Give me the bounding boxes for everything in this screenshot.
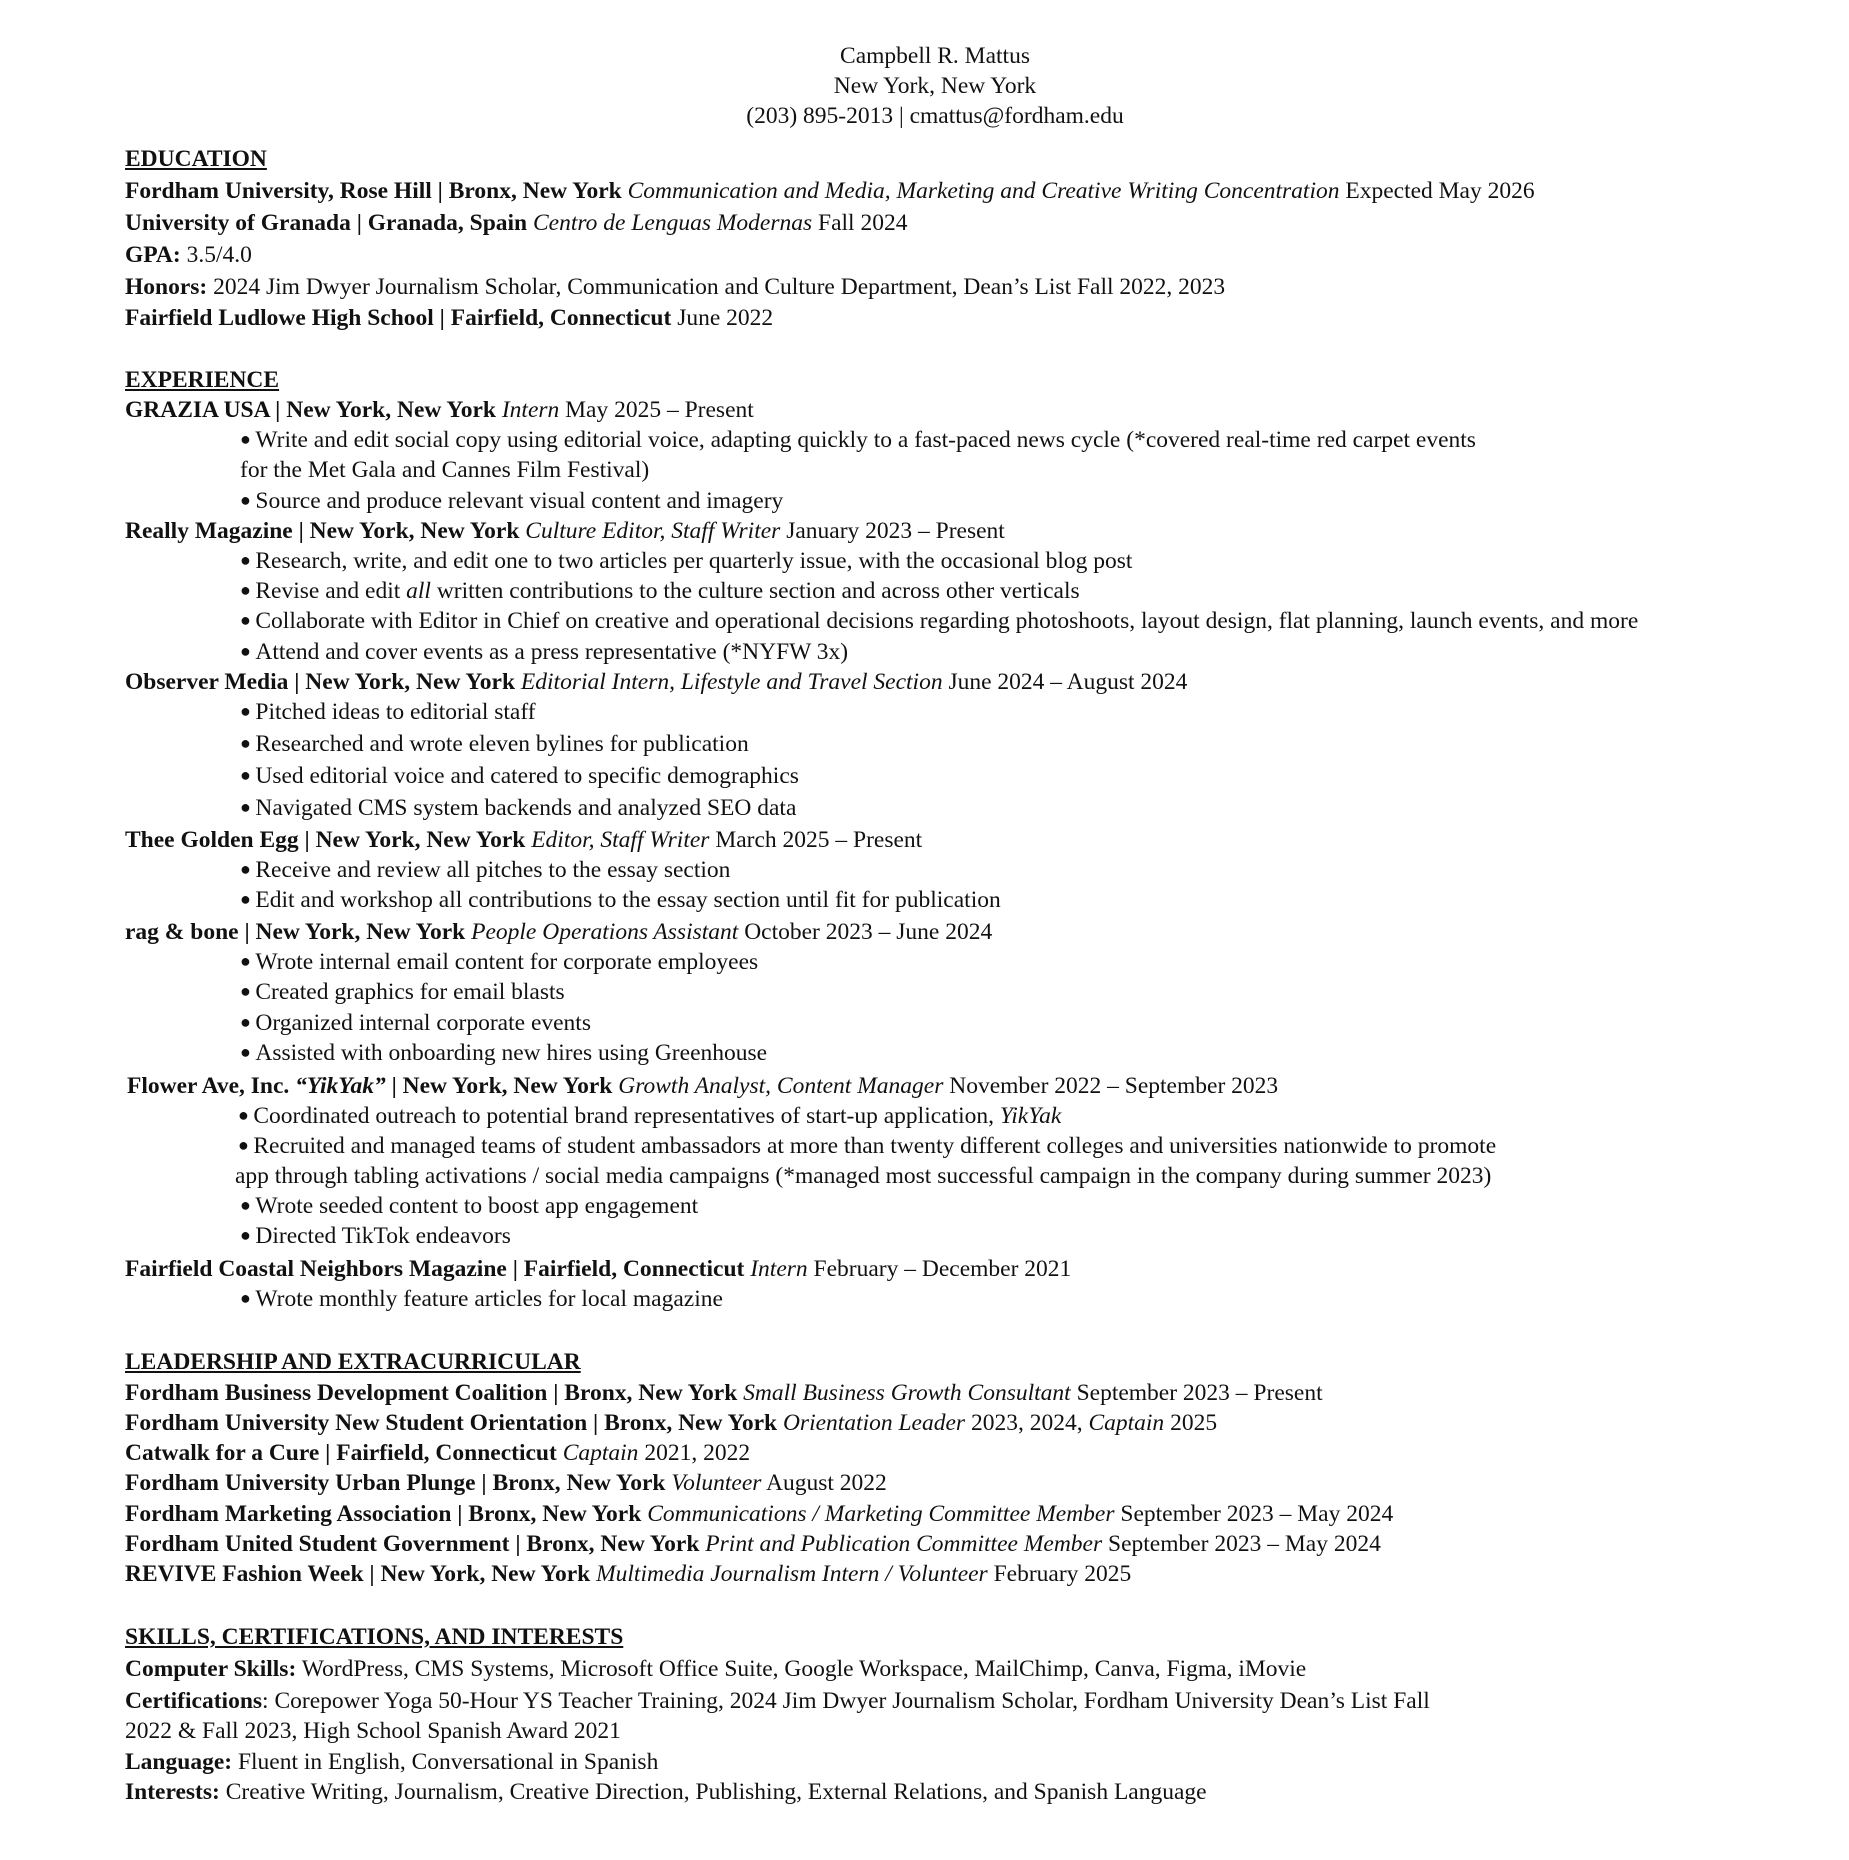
org: Fordham University New Student Orientation | Bronx, New York xyxy=(125,1410,778,1436)
org: Fordham United Student Government | Bronx, New York xyxy=(125,1531,700,1557)
org xyxy=(127,1073,612,1099)
bullet-text: written contributions to the culture section and across other verticals xyxy=(430,578,1080,604)
bullet: ● Wrote seeded content to boost app engagement xyxy=(240,1192,698,1221)
resume-contact: (203) 895-2013 | cmattus@fordham.edu xyxy=(746,103,1124,129)
leadership-item xyxy=(125,1379,1323,1407)
honors-value: 2024 Jim Dwyer Journalism Scholar, Communication and Culture Department, Dean’s List Fall 2022, 2023 xyxy=(213,274,1226,300)
bullet: ● Assisted with onboarding new hires using Greenhouse xyxy=(240,1039,767,1068)
role: Editorial Intern, Lifestyle and Travel Section xyxy=(520,669,943,695)
date: February – December 2021 xyxy=(813,1256,1072,1282)
bullet: ● Wrote internal email content for corporate employees xyxy=(240,948,758,977)
bullet: ● Organized internal corporate events xyxy=(240,1009,591,1038)
skills-heading: SKILLS, CERTIFICATIONS, AND INTERESTS xyxy=(125,1624,624,1650)
bullet-continuation: app through tabling activations / social media campaigns (*managed most successful campaign in the company during summer 2023) xyxy=(235,1163,1492,1189)
bullet: ● Attend and cover events as a press representative (*NYFW 3x) xyxy=(240,638,848,667)
role: Orientation Leader xyxy=(782,1410,966,1436)
experience-entry-observer xyxy=(125,668,1187,696)
interests-value: Creative Writing, Journalism, Creative Direction, Publishing, External Relations, and Spanish Language xyxy=(225,1779,1207,1805)
role: Small Business Growth Consultant xyxy=(743,1380,1071,1406)
interests-label: Interests: xyxy=(125,1779,220,1805)
date: September 2023 – May 2024 xyxy=(1108,1531,1381,1557)
resume-name: Campbell R. Mattus xyxy=(840,43,1030,69)
role: Culture Editor, Staff Writer xyxy=(525,518,781,544)
education-heading: EDUCATION xyxy=(125,146,267,172)
org: Fordham University Urban Plunge | Bronx, New York xyxy=(125,1470,666,1496)
org: Catwalk for a Cure | Fairfield, Connecticut xyxy=(125,1440,557,1466)
role: Captain xyxy=(1088,1410,1165,1436)
bullet xyxy=(238,1102,1061,1131)
role: Volunteer xyxy=(671,1470,762,1496)
experience-heading: EXPERIENCE xyxy=(125,367,280,393)
resume-location: New York, New York xyxy=(833,73,1037,99)
bullet: ● Research, write, and edit one to two articles per quarterly issue, with the occasional blog post xyxy=(240,547,1132,576)
leadership-item xyxy=(125,1530,1381,1558)
date: September 2023 – Present xyxy=(1076,1380,1323,1406)
role: Editor, Staff Writer xyxy=(531,827,710,853)
experience-entry-goldenegg xyxy=(125,826,922,854)
skills-certifications-continuation: 2022 & Fall 2023, High School Spanish Award 2021 xyxy=(125,1718,621,1744)
bullet: ● Receive and review all pitches to the essay section xyxy=(240,856,730,885)
bullet: ● Navigated CMS system backends and analyzed SEO data xyxy=(240,794,796,823)
program: Communication and Media, Marketing and Creative Writing Concentration xyxy=(627,178,1340,204)
org-name: Flower Ave, Inc. xyxy=(127,1073,296,1099)
bullet: ● Source and produce relevant visual content and imagery xyxy=(240,487,783,516)
date: Expected May 2026 xyxy=(1345,178,1535,204)
org: University of Granada | Granada, Spain xyxy=(125,210,528,236)
org: Fordham Business Development Coalition | Bronx, New York xyxy=(125,1380,738,1406)
role: Multimedia Journalism Intern / Volunteer xyxy=(596,1561,988,1587)
bullet-text: Revise and edit xyxy=(255,578,407,604)
bullet-emphasis: YikYak xyxy=(999,1103,1062,1129)
bullet: ● Recruited and managed teams of student ambassadors at more than twenty different colleges and universities nationwide to promote xyxy=(238,1132,1496,1161)
gpa-value: 3.5/4.0 xyxy=(186,242,252,268)
leadership-item xyxy=(125,1409,1217,1437)
date: October 2023 – June 2024 xyxy=(744,919,993,945)
certifications-label: Certifications xyxy=(125,1688,263,1714)
bullet: ● Write and edit social copy using editorial voice, adapting quickly to a fast-paced news cycle (*covered real-time red carpet events xyxy=(240,426,1476,455)
experience-entry-flower xyxy=(127,1072,1278,1100)
bullet: ● Collaborate with Editor in Chief on creative and operational decisions regarding photoshoots, layout design, flat planning, launch events, and more xyxy=(240,607,1638,636)
date: Fall 2024 xyxy=(818,210,908,236)
education-entry-highschool xyxy=(125,304,773,332)
bullet: ● Pitched ideas to editorial staff xyxy=(240,698,536,727)
date: September 2023 – May 2024 xyxy=(1120,1501,1394,1527)
experience-entry-ragbone xyxy=(125,918,992,946)
gpa-label: GPA: xyxy=(125,242,181,268)
role: Captain xyxy=(562,1440,639,1466)
education-gpa xyxy=(125,241,252,269)
org: REVIVE Fashion Week | New York, New York xyxy=(125,1561,591,1587)
org: Observer Media | New York, New York xyxy=(125,669,516,695)
org: Fordham University, Rose Hill | Bronx, New York xyxy=(125,178,622,204)
bullet: ● Used editorial voice and catered to specific demographics xyxy=(240,762,799,791)
date: March 2025 – Present xyxy=(715,827,923,853)
date: 2025 xyxy=(1170,1410,1218,1436)
leadership-item xyxy=(125,1560,1131,1588)
education-entry-fordham xyxy=(125,177,1535,205)
skills-interests xyxy=(125,1778,1207,1806)
date: 2023, 2024, xyxy=(970,1410,1083,1436)
skills-language xyxy=(125,1748,658,1776)
role: Print and Publication Committee Member xyxy=(705,1531,1103,1557)
bullet-continuation: for the Met Gala and Cannes Film Festival) xyxy=(240,457,650,483)
bullet-text: Coordinated outreach to potential brand representatives of start-up application, xyxy=(253,1103,1000,1129)
date: January 2023 – Present xyxy=(786,518,1005,544)
date: 2021, 2022 xyxy=(644,1440,751,1466)
role: Communications / Marketing Committee Member xyxy=(647,1501,1115,1527)
bullet: ● Edit and workshop all contributions to the essay section until fit for publication xyxy=(240,886,1001,915)
bullet: ● Created graphics for email blasts xyxy=(240,978,565,1007)
role: Intern xyxy=(750,1256,808,1282)
skills-certifications xyxy=(125,1687,1430,1715)
role: Growth Analyst, Content Manager xyxy=(618,1073,944,1099)
date: May 2025 – Present xyxy=(565,397,754,423)
language-label: Language: xyxy=(125,1749,233,1775)
org-app-name: “YikYak” xyxy=(295,1073,386,1099)
honors-label: Honors: xyxy=(125,274,208,300)
date: June 2024 – August 2024 xyxy=(948,669,1188,695)
org: Fordham Marketing Association | Bronx, New York xyxy=(125,1501,642,1527)
org: Really Magazine | New York, New York xyxy=(125,518,520,544)
certifications-value: : Corepower Yoga 50-Hour YS Teacher Training, 2024 Jim Dwyer Journalism Scholar, Fordham University Dean’s List Fall xyxy=(262,1688,1430,1714)
leadership-item xyxy=(125,1469,887,1497)
leadership-item xyxy=(125,1439,750,1467)
bullet: ● Researched and wrote eleven bylines for publication xyxy=(240,730,749,759)
date: June 2022 xyxy=(677,305,774,331)
date: November 2022 – September 2023 xyxy=(949,1073,1279,1099)
org: Thee Golden Egg | New York, New York xyxy=(125,827,526,853)
program: Centro de Lenguas Modernas xyxy=(533,210,813,236)
role: Intern xyxy=(501,397,560,423)
org-location: | New York, New York xyxy=(385,1073,613,1099)
experience-entry-coastal xyxy=(125,1255,1071,1283)
bullet: ● Wrote monthly feature articles for local magazine xyxy=(240,1285,723,1314)
org: Fairfield Coastal Neighbors Magazine | Fairfield, Connecticut xyxy=(125,1256,745,1282)
bullet xyxy=(240,577,1080,606)
experience-entry-grazia xyxy=(125,396,754,424)
experience-entry-really xyxy=(125,517,1005,545)
language-value: Fluent in English, Conversational in Spanish xyxy=(237,1749,659,1775)
bullet: ● Directed TikTok endeavors xyxy=(240,1222,511,1251)
org: Fairfield Ludlowe High School | Fairfield, Connecticut xyxy=(125,305,672,331)
skills-computer xyxy=(125,1655,1306,1683)
leadership-heading: LEADERSHIP AND EXTRACURRICULAR xyxy=(125,1349,581,1375)
skills-label: Computer Skills: xyxy=(125,1656,297,1682)
leadership-item xyxy=(125,1500,1393,1528)
date: August 2022 xyxy=(766,1470,887,1496)
education-entry-granada xyxy=(125,209,907,237)
skills-value: WordPress, CMS Systems, Microsoft Office Suite, Google Workspace, MailChimp, Canva, Figma, iMovie xyxy=(301,1656,1307,1682)
org: GRAZIA USA | New York, New York xyxy=(125,397,496,423)
bullet-emphasis: all xyxy=(406,578,431,604)
role: People Operations Assistant xyxy=(471,919,739,945)
date: February 2025 xyxy=(993,1561,1132,1587)
org: rag & bone | New York, New York xyxy=(125,919,466,945)
education-honors xyxy=(125,273,1225,301)
